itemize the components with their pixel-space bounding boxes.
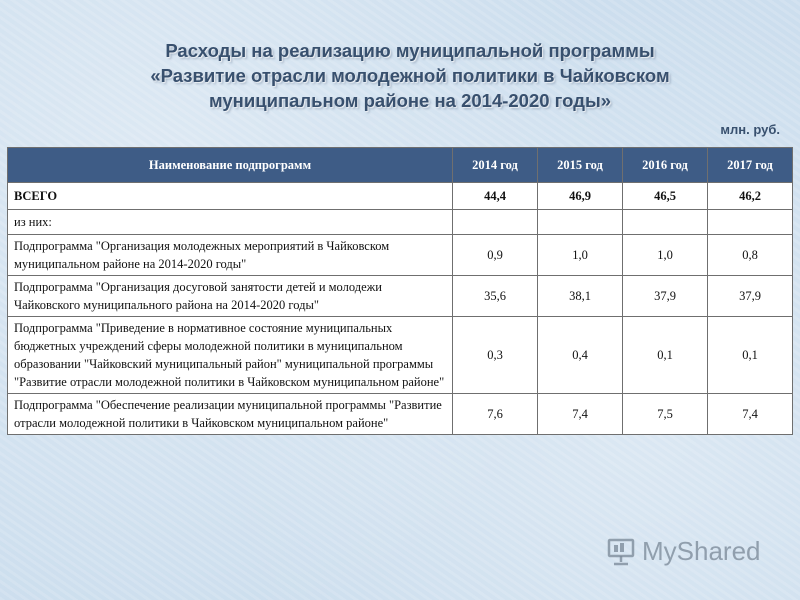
value-2015: 0,4 bbox=[538, 317, 623, 394]
subprogram-name: Подпрограмма "Обеспечение реализации муниципальной программы "Развитие отрасли молодежной политики в Чайковском муниципальном районе" bbox=[8, 394, 453, 435]
header-year-2015: 2015 год bbox=[538, 148, 623, 183]
subheader-label: из них: bbox=[8, 210, 453, 235]
projector-screen-icon bbox=[606, 537, 636, 567]
table-row bbox=[8, 394, 793, 435]
watermark-text: MyShared bbox=[642, 536, 761, 566]
value-2016: 7,5 bbox=[623, 394, 708, 435]
table-row bbox=[8, 276, 793, 317]
header-year-2014: 2014 год bbox=[453, 148, 538, 183]
value-2015: 1,0 bbox=[538, 235, 623, 276]
value-2017: 37,9 bbox=[708, 276, 793, 317]
table-row bbox=[8, 317, 793, 394]
subprogram-name: Подпрограмма "Организация молодежных мероприятий в Чайковском муниципальном районе на 2014-2020 годы" bbox=[8, 235, 453, 276]
subheader-row bbox=[8, 210, 793, 235]
value-2016: 1,0 bbox=[623, 235, 708, 276]
value-2017: 0,8 bbox=[708, 235, 793, 276]
table-header-row bbox=[8, 148, 793, 183]
title-line-1: Расходы на реализацию муниципальной программы bbox=[165, 40, 655, 61]
value-2014: 0,9 bbox=[453, 235, 538, 276]
total-2016: 46,5 bbox=[623, 183, 708, 210]
value-2016: 0,1 bbox=[623, 317, 708, 394]
total-row bbox=[8, 183, 793, 210]
value-2014: 7,6 bbox=[453, 394, 538, 435]
header-year-2017: 2017 год bbox=[708, 148, 793, 183]
value-2014: 35,6 bbox=[453, 276, 538, 317]
total-2015: 46,9 bbox=[538, 183, 623, 210]
total-2014: 44,4 bbox=[453, 183, 538, 210]
watermark-logo bbox=[606, 536, 761, 567]
subprogram-name: Подпрограмма "Приведение в нормативное состояние муниципальных бюджетных учреждений сферы молодежной политики в муниципальном образовании "Чайковский муниципальный район" муниципальной программы "Развитие отрасли молодежной политики в Чайковском муниципальном районе" bbox=[8, 317, 453, 394]
subprogram-name: Подпрограмма "Организация досуговой занятости детей и молодежи Чайковского муниципального района на 2014-2020 годы" bbox=[8, 276, 453, 317]
value-2015: 7,4 bbox=[538, 394, 623, 435]
header-subprogram-name: Наименование подпрограмм bbox=[8, 148, 453, 183]
empty-cell bbox=[453, 210, 538, 235]
total-label: ВСЕГО bbox=[8, 183, 453, 210]
header-year-2016: 2016 год bbox=[623, 148, 708, 183]
total-2017: 46,2 bbox=[708, 183, 793, 210]
value-2017: 0,1 bbox=[708, 317, 793, 394]
expenses-table bbox=[7, 147, 793, 435]
value-2014: 0,3 bbox=[453, 317, 538, 394]
table-row bbox=[8, 235, 793, 276]
title-line-2: «Развитие отрасли молодежной политики в Чайковском bbox=[150, 65, 670, 86]
empty-cell bbox=[538, 210, 623, 235]
value-2016: 37,9 bbox=[623, 276, 708, 317]
empty-cell bbox=[708, 210, 793, 235]
value-2017: 7,4 bbox=[708, 394, 793, 435]
value-2015: 38,1 bbox=[538, 276, 623, 317]
slide-title bbox=[60, 38, 760, 113]
title-line-3: муниципальном районе на 2014-2020 годы» bbox=[208, 90, 612, 111]
units-label: млн. руб. bbox=[720, 122, 780, 137]
empty-cell bbox=[623, 210, 708, 235]
